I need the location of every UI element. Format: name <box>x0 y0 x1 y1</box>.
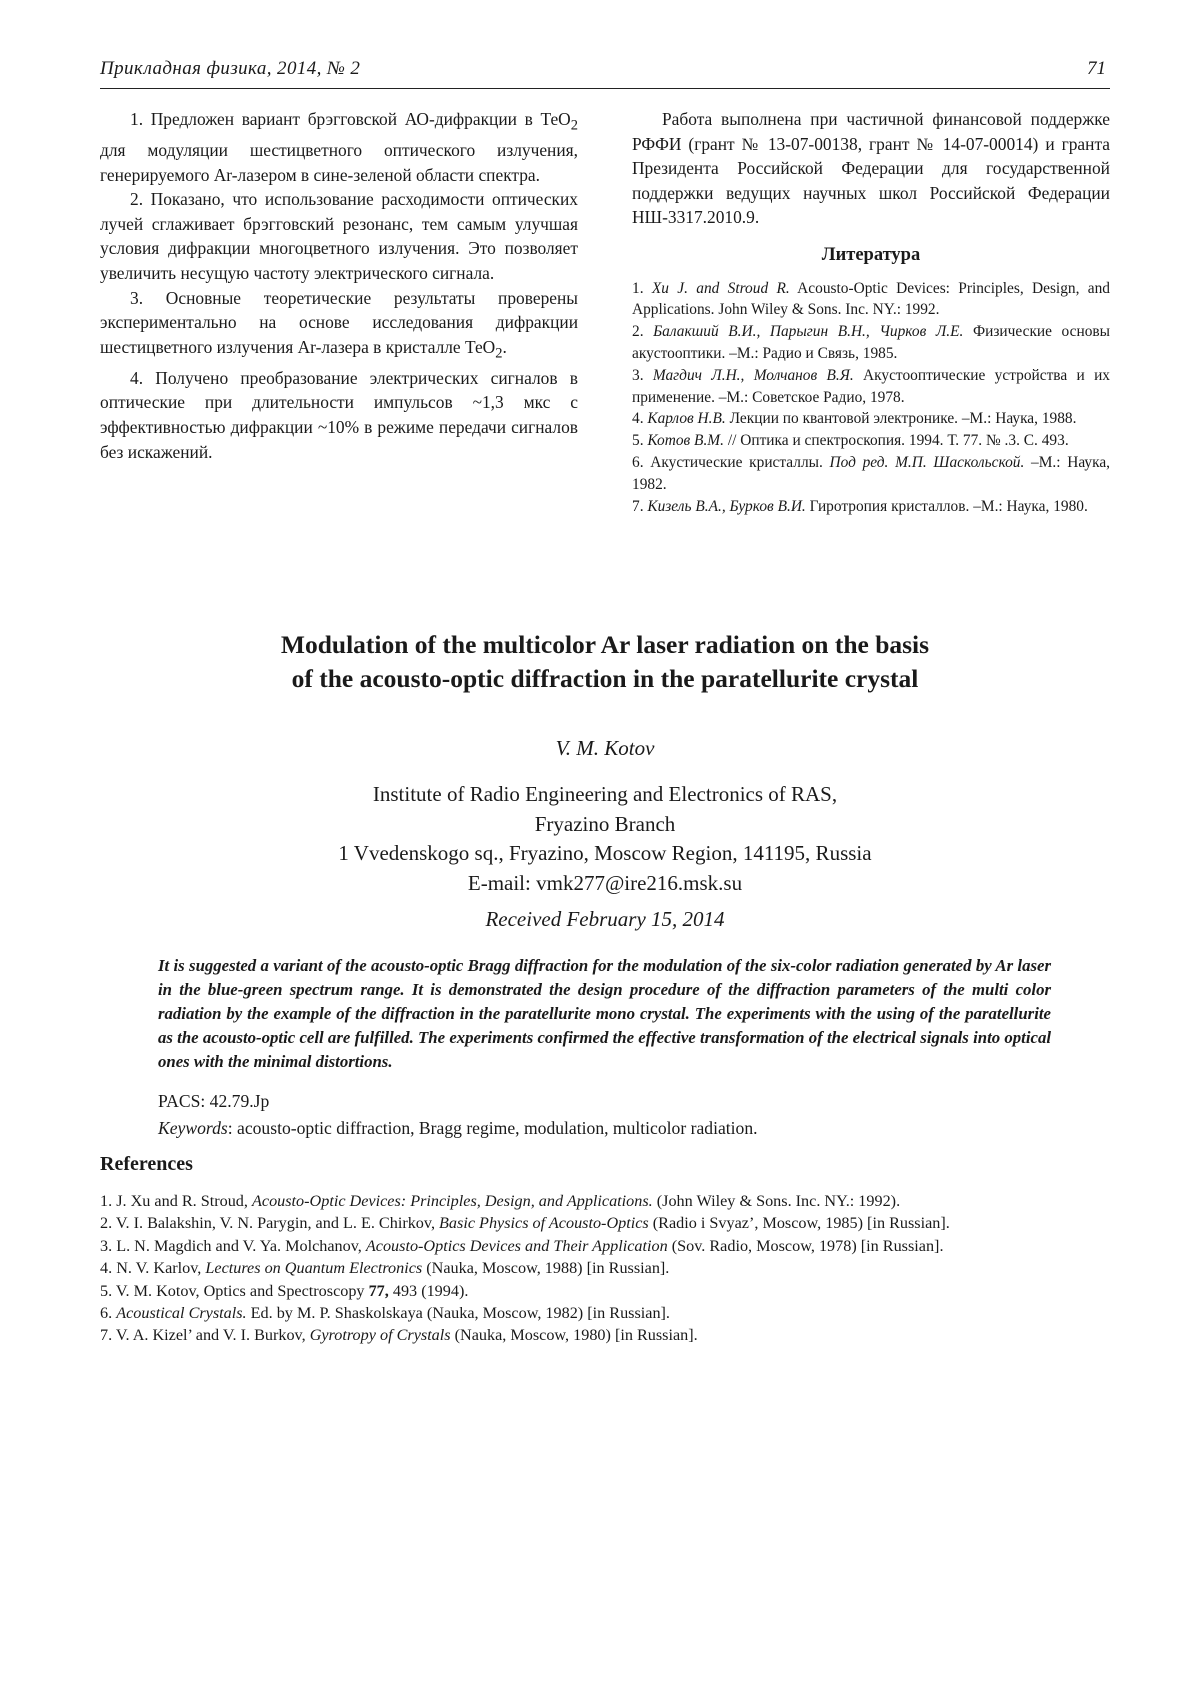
reference-item: 6. Acoustical Crystals. Ed. by M. P. Shaskolskaya (Nauka, Moscow, 1982) [in Russian]. <box>100 1304 670 1323</box>
conclusion-item: 3. Основные теоретические результаты проверены экспериментально на основе исследования дифракции шестицветного излучения Ar-лазера в кристалле ТеO$_2$. <box>100 287 578 362</box>
conclusion-item: 1. Предложен вариант брэгговской АО-дифракции в ТеO$_2$ для модуляции шестицветного оптического излучения, генерируемого Ar-лазером в сине-зеленой области спектра. <box>100 109 578 185</box>
abstract: It is suggested a variant of the acousto-optic Bragg diffraction for the modulation of the six-color radiation generated by Ar laser in the blue-green spectrum range. It is demonstrated the design procedure of the diffraction parameters of the multi color radiation by the example of the diffraction in the paratellurite mono crystal. The experiments with the using of the paratellurite as the acousto-optic cell are fulfilled. The experiments confirmed the effective transformation of the electrical signals into optical ones with the minimal distortions. <box>158 956 1051 1071</box>
reference-item: 4. N. V. Karlov, Lectures on Quantum Electronics (Nauka, Moscow, 1988) [in Russian]. <box>100 1259 670 1278</box>
reference-item: 3. L. N. Magdich and V. Ya. Molchanov, Acousto-Optics Devices and Their Application (Sov. Radio, Moscow, 1978) [in Russian]. <box>100 1236 944 1255</box>
journal-name: Прикладная физика, 2014, № 2 <box>100 58 361 79</box>
literature-item: 3. Магдич Л.Н., Молчанов В.Я. Акустооптические устройства и их применение. –М.: Советское Радио, 1978. <box>632 366 1110 406</box>
affiliation: Institute of Radio Engineering and Electronics of RAS, Fryazino Branch 1 Vvedenskogo sq., Fryazino, Moscow Region, 141195, Russia E-mail: vmk277@ire216.msk.su <box>100 780 1110 898</box>
reference-item: 7. V. A. Kizel’ and V. I. Burkov, Gyrotropy of Crystals (Nauka, Moscow, 1980) [in Russian]. <box>100 1326 698 1345</box>
literature-item: 5. Котов В.М. // Оптика и спектроскопия. 1994. Т. 77. № .3. С. 493. <box>632 432 1069 450</box>
running-header <box>100 58 1110 89</box>
acknowledgment: Работа выполнена при частичной финансовой поддержке РФФИ (грант № 13-07-00138, грант № 14-07-00014) и гранта Президента Российской Федерации для государственной поддержки ведущих научных школ Российской Федерации НШ-3317.2010.9. <box>632 109 1110 228</box>
literature-item: 1. Xu J. and Stroud R. Acousto-Optic Devices: Principles, Design, and Applications. John Wiley & Sons. Inc. NY.: 1992. <box>632 279 1110 319</box>
author-name: V. M. Kotov <box>555 736 655 760</box>
references-list <box>100 1190 1110 1347</box>
conclusion-item: 2. Показано, что использование расходимости оптических лучей сглаживает брэгговский резонанс, тем самым улучшая условия дифракции многоцветного излучения. Это позволяет увеличить несущую частоту электрического сигнала. <box>100 189 578 284</box>
conclusion-item: 4. Получено преобразование электрических сигналов в оптические при длительности импульсов ~1,3 мкс с эффективностью дифракции ~10% в режиме передачи сигналов без искажений. <box>100 367 578 462</box>
literature-list <box>632 278 1110 518</box>
literature-heading: Литература <box>821 244 921 265</box>
email: E-mail: vmk277@ire216.msk.su <box>467 870 743 895</box>
reference-item: 1. J. Xu and R. Stroud, Acousto-Optic Devices: Principles, Design, and Applications. (John Wiley & Sons. Inc. NY.: 1992). <box>100 1192 901 1210</box>
references-heading: References <box>100 1153 193 1175</box>
conclusions-column <box>100 107 578 464</box>
literature-item: 2. Балакший В.И., Парыгин В.Н., Чирков Л.Е. Физические основы акустооптики. –М.: Радио и Связь, 1985. <box>632 323 1111 362</box>
received-date: Received February 15, 2014 <box>485 907 725 931</box>
literature-item: 7. Кизель В.А., Бурков В.И. Гиротропия кристаллов. –М.: Наука, 1980. <box>632 497 1088 515</box>
page-number: 71 <box>1087 58 1106 79</box>
pacs-code: PACS: 42.79.Jp <box>158 1091 270 1111</box>
reference-item: 5. V. M. Kotov, Optics and Spectroscopy 77, 493 (1994). <box>100 1281 469 1300</box>
literature-item: 4. Карлов Н.В. Лекции по квантовой электронике. –М.: Наука, 1988. <box>632 410 1077 428</box>
acknowledgment-column <box>632 107 1110 517</box>
keywords: Keywords: acousto-optic diffraction, Bragg regime, modulation, multicolor radiation. <box>158 1118 758 1138</box>
literature-item: 6. Акустические кристаллы. Под ред. М.П. Шаскольской. –М.: Наука, 1982. <box>632 453 1110 493</box>
english-title: Modulation of the multicolor Ar laser radiation on the basis of the acousto-optic diffraction in the paratellurite crystal <box>280 630 930 693</box>
reference-item: 2. V. I. Balakshin, V. N. Parygin, and L. E. Chirkov, Basic Physics of Acousto-Optics (Radio i Svyaz’, Moscow, 1985) [in Russian]. <box>100 1214 950 1233</box>
